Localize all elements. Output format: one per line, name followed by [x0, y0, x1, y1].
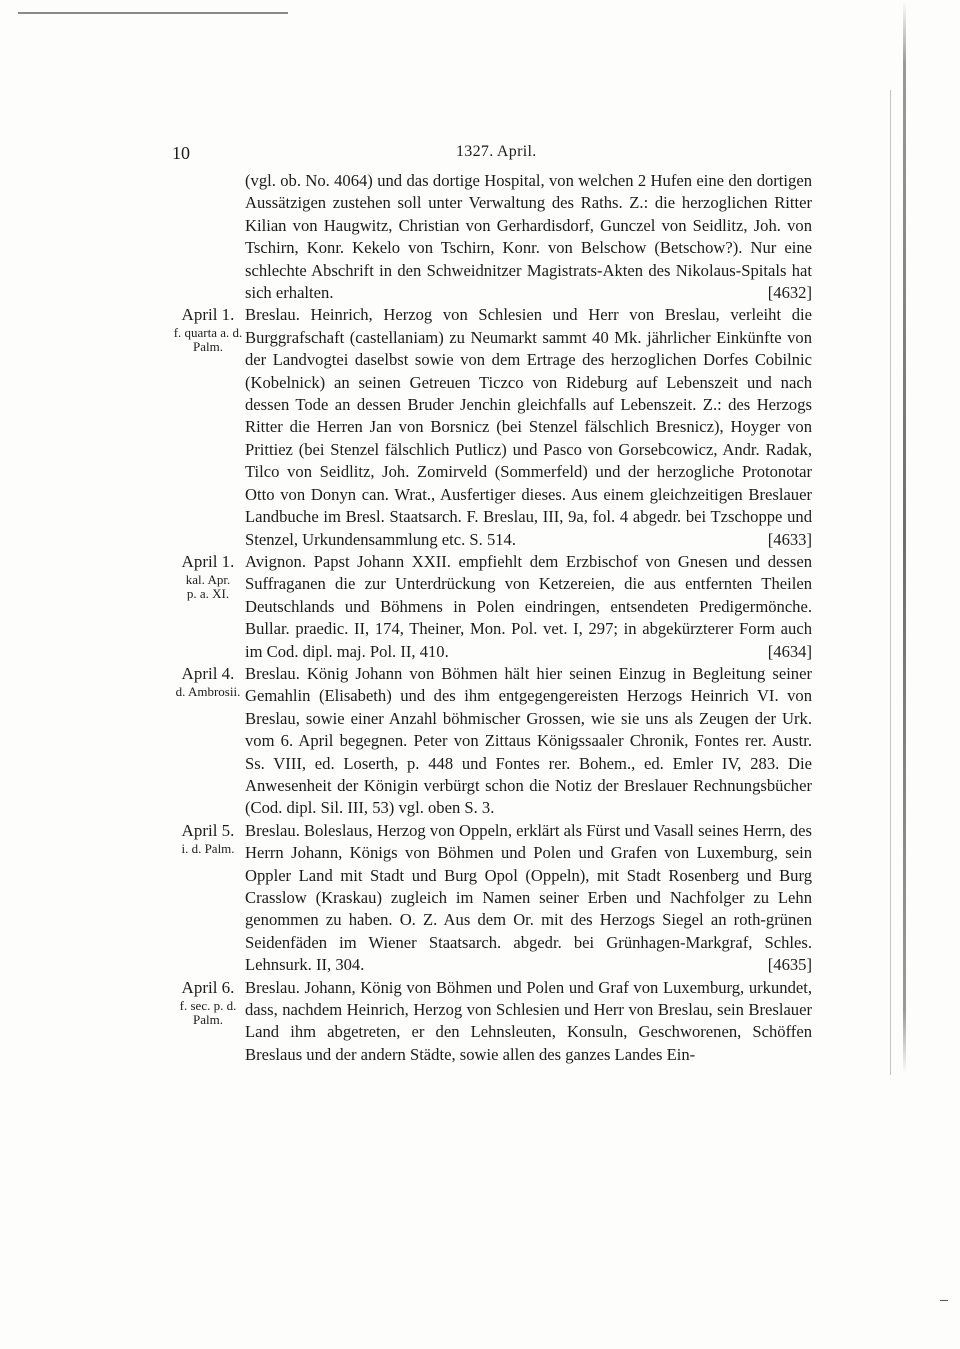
- entry-text: Breslau. Johann, König von Böhmen und Polen und Graf von Luxemburg, urkundet, dass, nachdem Heinrich, Herzog von Schlesien und Herr von Breslau, sein Breslauer Land ihm abgetreten, er den Lehnsleuten, Konsuln, Geschworenen, Schöffen Breslaus und der andern Städte, sowie allen des ganzes Landes Ein-: [245, 977, 812, 1064]
- entry-4634: [0, 551, 960, 663]
- entry-margin: [172, 663, 244, 699]
- entry-date: April 4.: [181, 663, 235, 683]
- entry-text: Breslau. König Johann von Böhmen hält hier seinen Einzug in Begleitung seiner Gemahlin (Elisabeth) und des ihm entgegengereisten Herzogs Heinrich VI. von Breslau, sowie einer Anzahl böhmischer Grossen, wie sie uns als Zeugen der Urk. vom 6. April begegnen. Peter von Zittaus Königssaaler Chronik, Fontes rer. Austr. Ss. VIII, ed. Loserth, p. 448 und Fontes rer. Bohem., ed. Emler IV, 283. Die Anwesenheit der Königin verbürgt schon die Notiz der Breslauer Rechnungsbücher (Cod. dipl. Sil. III, 53) vgl. oben S. 3.: [245, 663, 812, 818]
- entry-liturgical-date: p. a. XI.: [186, 585, 230, 601]
- entry-liturgical-date: f. quarta a. d.: [173, 325, 243, 341]
- entry-liturgical-date: Palm.: [193, 339, 223, 355]
- entry-body: [245, 170, 812, 304]
- entry-margin: [172, 551, 244, 601]
- entry-4633: [0, 304, 960, 550]
- scan-edge-line: [18, 12, 288, 14]
- entry-date: April 6.: [181, 977, 235, 997]
- entry-reference-number: [4634]: [767, 641, 812, 661]
- running-head: 1327. April.: [456, 143, 537, 160]
- entry-date: April 1.: [181, 551, 235, 571]
- entry-reference-number: [4633]: [767, 529, 812, 549]
- entry-body: [245, 663, 812, 820]
- entry-margin: [172, 304, 244, 354]
- entry-april-6: [0, 977, 960, 1067]
- entry-body: [245, 977, 812, 1067]
- entry-text: Breslau. Heinrich, Herzog von Schlesien und Herr von Breslau, verleiht die Burggrafschaft (castellaniam) zu Neumarkt sammt 40 Mk. jährlicher Einkünfte von der Landvogtei daselbst sowie von dem Ertrage des herzoglichen Dorfes Cobilnic (Kobelnick) an seinen Getreuen Ticzco von Rideburg auf Lebenszeit und nach dessen Tode an dessen Bruder Jenchin gleichfalls auf Lebenszeit. Z.: des Herzogs Ritter die Herren Jan von Borsnicz (bei Stenzel fälschlich Bresnicz), Hoyger von Prittiez (bei Stenzel fälschlich Putlicz) und Pasco von Gorsebcowicz, Andr. Radak, Tilco von Seidlitz, Joh. Zomirveld (Sommerfeld) und der herzogliche Protonotar Otto von Donyn can. Wrat., Ausfertiger dieses. Aus einem gleichzeitigen Breslauer Landbuche im Bresl. Staatsarch. F. Breslau, III, 9a, fol. 4 abgedr. bei Tzschoppe und Stenzel, Urkundensammlung etc. S. 514.: [245, 305, 812, 549]
- entry-liturgical-date: d. Ambrosii.: [175, 683, 241, 699]
- entry-liturgical-date: f. sec. p. d.: [179, 997, 237, 1013]
- entry-text: Avignon. Papst Johann XXII. empfiehlt dem Erzbischof von Gnesen und dessen Suffraganen die zur Unterdrückung von Ketzereien, die aus entfernten Theilen Deutschlands und Böhmens in Polen eindringen, entsendeten Predigermönche. Bullar. praedic. II, 174, Theiner, Mon. Pol. vet. I, 297; in abgekürzterer Form auch im Cod. dipl. maj. Pol. II, 410.: [245, 551, 812, 661]
- page-header: [0, 143, 960, 167]
- entry-margin: [172, 977, 244, 1027]
- entry-date: April 5.: [181, 820, 235, 840]
- entry-liturgical-date: Palm.: [193, 1011, 223, 1027]
- entry-continuation: [0, 170, 960, 304]
- regesta-list: [0, 170, 960, 1066]
- entry-reference-number: [4635]: [767, 955, 812, 975]
- entry-body: [245, 304, 812, 550]
- entry-april-4: [0, 663, 960, 820]
- entry-liturgical-date: kal. Apr.: [185, 571, 231, 587]
- entry-margin: [172, 820, 244, 856]
- entry-text: Breslau. Boleslaus, Herzog von Oppeln, erklärt als Fürst und Vasall seines Herrn, des Herrn Johann, Königs von Böhmen und Polen und Grafen von Luxemburg, sein Oppler Land mit Stadt und Burg Opol (Oppeln), mit Stadt Rosenberg und Burg Crasslow (Kraskau) zugleich im Namen seiner Erben und Nachfolger zu Lehn genommen zu haben. O. Z. Aus dem Or. mit des Herzogs Siegel an roth-grünen Seidenfäden im Wiener Staatsarch. abgedr. bei Grünhagen-Markgraf, Schles. Lehnsurk. II, 304.: [245, 820, 812, 975]
- entry-date: April 1.: [181, 305, 235, 325]
- entry-body: [245, 551, 812, 663]
- entry-4635: [0, 820, 960, 977]
- entry-liturgical-date: i. d. Palm.: [181, 840, 235, 856]
- entry-reference-number: [4632]: [767, 283, 812, 303]
- scan-mark: [940, 1300, 948, 1301]
- page-number: 10: [172, 143, 190, 163]
- entry-text: (vgl. ob. No. 4064) und das dortige Hospital, von welchen 2 Hufen eine den dortigen Aussätzigen zustehen soll unter Verwaltung des Raths. Z.: die herzoglichen Ritter Kilian von Haugwitz, Christian von Gerhardisdorf, Gunczel von Seidlitz, Joh. von Tschirn, Konr. Kekelo von Tschirn, Konr. von Belschow (Betschow?). Nur eine schlechte Abschrift in den Schweidnitzer Magistrats-Akten des Nikolaus-Spitals hat sich erhalten.: [245, 171, 812, 303]
- entry-body: [245, 820, 812, 977]
